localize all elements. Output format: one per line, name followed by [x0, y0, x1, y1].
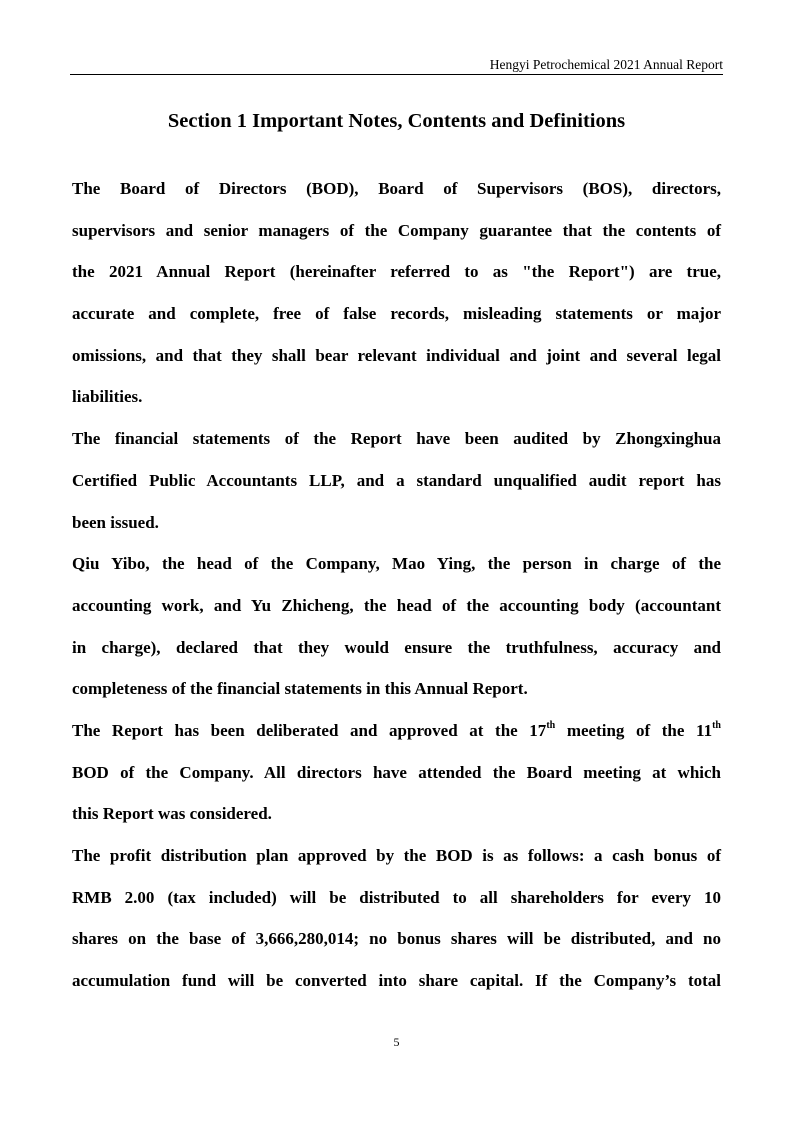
paragraph-1	[72, 176, 721, 426]
text-segment: The Report has been deliberated and approved at the 17	[72, 720, 547, 740]
text-line: The financial statements of the Report have been audited by Zhongxinghua	[72, 429, 721, 449]
text-line: accounting work, and Yu Zhicheng, the head of the accounting body (accountant	[72, 595, 721, 615]
section-title: Section 1 Important Notes, Contents and Definitions	[167, 110, 626, 132]
text-line: completeness of the financial statements in this Annual Report.	[72, 679, 528, 699]
paragraph-2	[72, 426, 721, 551]
page-number: 5	[393, 1035, 400, 1049]
text-line: in charge), declared that they would ensure the truthfulness, accuracy and	[72, 637, 721, 657]
text-line: omissions, and that they shall bear relevant individual and joint and several legal	[72, 345, 721, 365]
text-line: been issued.	[72, 512, 159, 532]
paragraph-5	[72, 843, 721, 1010]
text-line: RMB 2.00 (tax included) will be distributed to all shareholders for every 10	[72, 887, 721, 907]
text-line: BOD of the Company. All directors have attended the Board meeting at which	[72, 762, 721, 782]
text-line: accurate and complete, free of false records, misleading statements or major	[72, 304, 721, 324]
text-line: accumulation fund will be converted into share capital. If the Company’s total	[72, 971, 721, 991]
text-segment	[72, 718, 721, 744]
text-line: Certified Public Accountants LLP, and a standard unqualified audit report has	[72, 470, 721, 490]
text-line: shares on the base of 3,666,280,014; no bonus shares will be distributed, and no	[72, 929, 721, 949]
superscript: th	[546, 719, 556, 731]
text-line: Qiu Yibo, the head of the Company, Mao Ying, the person in charge of the	[72, 554, 721, 574]
running-header: Hengyi Petrochemical 2021 Annual Report	[70, 56, 723, 75]
text-line: The Board of Directors (BOD), Board of Supervisors (BOS), directors,	[72, 179, 721, 198]
text-line	[72, 718, 721, 760]
text-line: The profit distribution plan approved by the BOD is as follows: a cash bonus of	[72, 846, 721, 865]
text-line: supervisors and senior managers of the Company guarantee that the contents of	[72, 220, 721, 240]
text-segment: meeting of the 11	[555, 720, 713, 740]
superscript: th	[712, 719, 721, 731]
text-line: liabilities.	[72, 387, 143, 407]
body-text	[72, 176, 721, 1010]
text-line: the 2021 Annual Report (hereinafter referred to as "the Report") are true,	[72, 262, 721, 282]
paragraph-3	[72, 551, 721, 718]
paragraph-4	[72, 718, 721, 843]
text-line: this Report was considered.	[72, 804, 272, 824]
